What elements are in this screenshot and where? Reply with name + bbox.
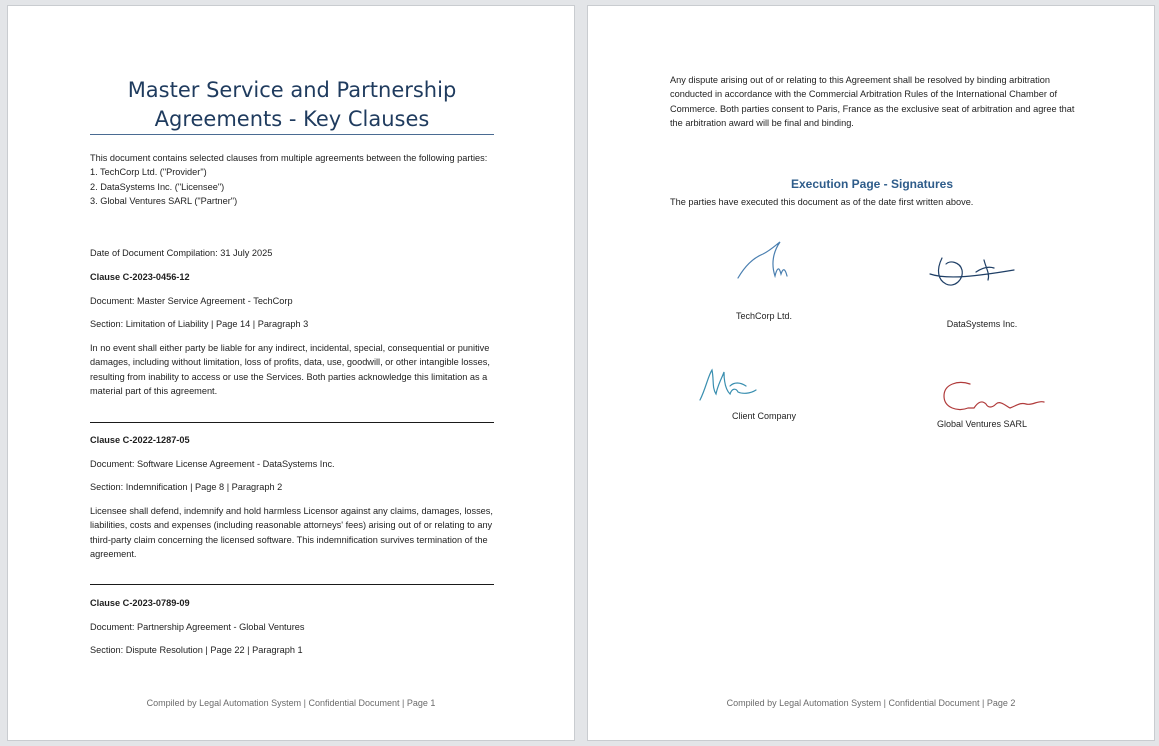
signature-client-company-image <box>698 364 762 404</box>
signature-datasystems-image <box>928 250 1018 294</box>
clause-2-id: Clause C-2022-1287-05 <box>90 435 190 445</box>
clause-1-text: In no event shall either party be liable for any indirect, incidental, special, consequential or punitive damages, including without limitation, loss of profits, data, use, goodwill, or other intangible losses, resulting from inability to access or use the Services. Both parties acknowledge this limitation as a material part of this agreement. <box>90 343 490 396</box>
intro-lead: This document contains selected clauses from multiple agreements between the following parties: <box>90 153 488 163</box>
document-title: Master Service and Partnership Agreements - Key Clauses <box>127 78 457 131</box>
arbitration-text: Any dispute arising out of or relating to this Agreement shall be resolved by binding arbitration conducted in accordance with the Commercial Arbitration Rules of the International Chamber of Commerce. Both parties consent to Paris, France as the exclusive seat of arbitration and agree that the arbitration award will be final and binding. <box>670 75 1075 128</box>
party-2: 2. DataSystems Inc. ("Licensee") <box>90 181 225 192</box>
clause-1-section: Section: Limitation of Liability | Page 14 | Paragraph 3 <box>90 319 309 329</box>
clause-2-section: Section: Indemnification | Page 8 | Paragraph 2 <box>90 482 283 492</box>
clause-3-document: Document: Partnership Agreement - Global Ventures <box>90 622 305 632</box>
page-2-footer: Compiled by Legal Automation System | Confidential Document | Page 2 <box>726 698 1016 708</box>
signature-global-ventures-image <box>940 378 1050 418</box>
clause-divider-2 <box>90 584 494 585</box>
party-1: 1. TechCorp Ltd. ("Provider") <box>90 167 207 178</box>
intro-block <box>90 151 494 208</box>
document-page-2 <box>587 5 1155 741</box>
signature-techcorp-image <box>733 238 793 284</box>
clause-1-document: Document: Master Service Agreement - TechCorp <box>90 296 293 306</box>
document-page-1 <box>7 5 575 741</box>
title-underline <box>90 134 494 135</box>
signatory-techcorp: TechCorp Ltd. <box>735 311 793 321</box>
party-3: 3. Global Ventures SARL ("Partner") <box>90 195 238 206</box>
signatory-global-ventures: Global Ventures SARL <box>936 419 1028 429</box>
signatory-datasystems: DataSystems Inc. <box>946 319 1018 329</box>
page-1-footer: Compiled by Legal Automation System | Confidential Document | Page 1 <box>146 698 436 708</box>
clause-1-id: Clause C-2023-0456-12 <box>90 272 190 282</box>
execution-statement: The parties have executed this document as of the date first written above. <box>670 197 974 207</box>
clause-3-id: Clause C-2023-0789-09 <box>90 598 190 608</box>
clause-3-section: Section: Dispute Resolution | Page 22 | Paragraph 1 <box>90 645 303 655</box>
clause-2-document: Document: Software License Agreement - DataSystems Inc. <box>90 459 335 469</box>
execution-heading: Execution Page - Signatures <box>790 177 954 191</box>
signatory-client-company: Client Company <box>731 411 797 421</box>
clause-2-text: Licensee shall defend, indemnify and hold harmless Licensor against any claims, damages, losses, liabilities, costs and expenses (including reasonable attorneys' fees) arising out of or relating to any third-party claim concerning the licensed software. This indemnification survives termination of the agreement. <box>90 506 493 559</box>
compilation-date: Date of Document Compilation: 31 July 2025 <box>90 248 273 258</box>
clause-divider-1 <box>90 422 494 423</box>
